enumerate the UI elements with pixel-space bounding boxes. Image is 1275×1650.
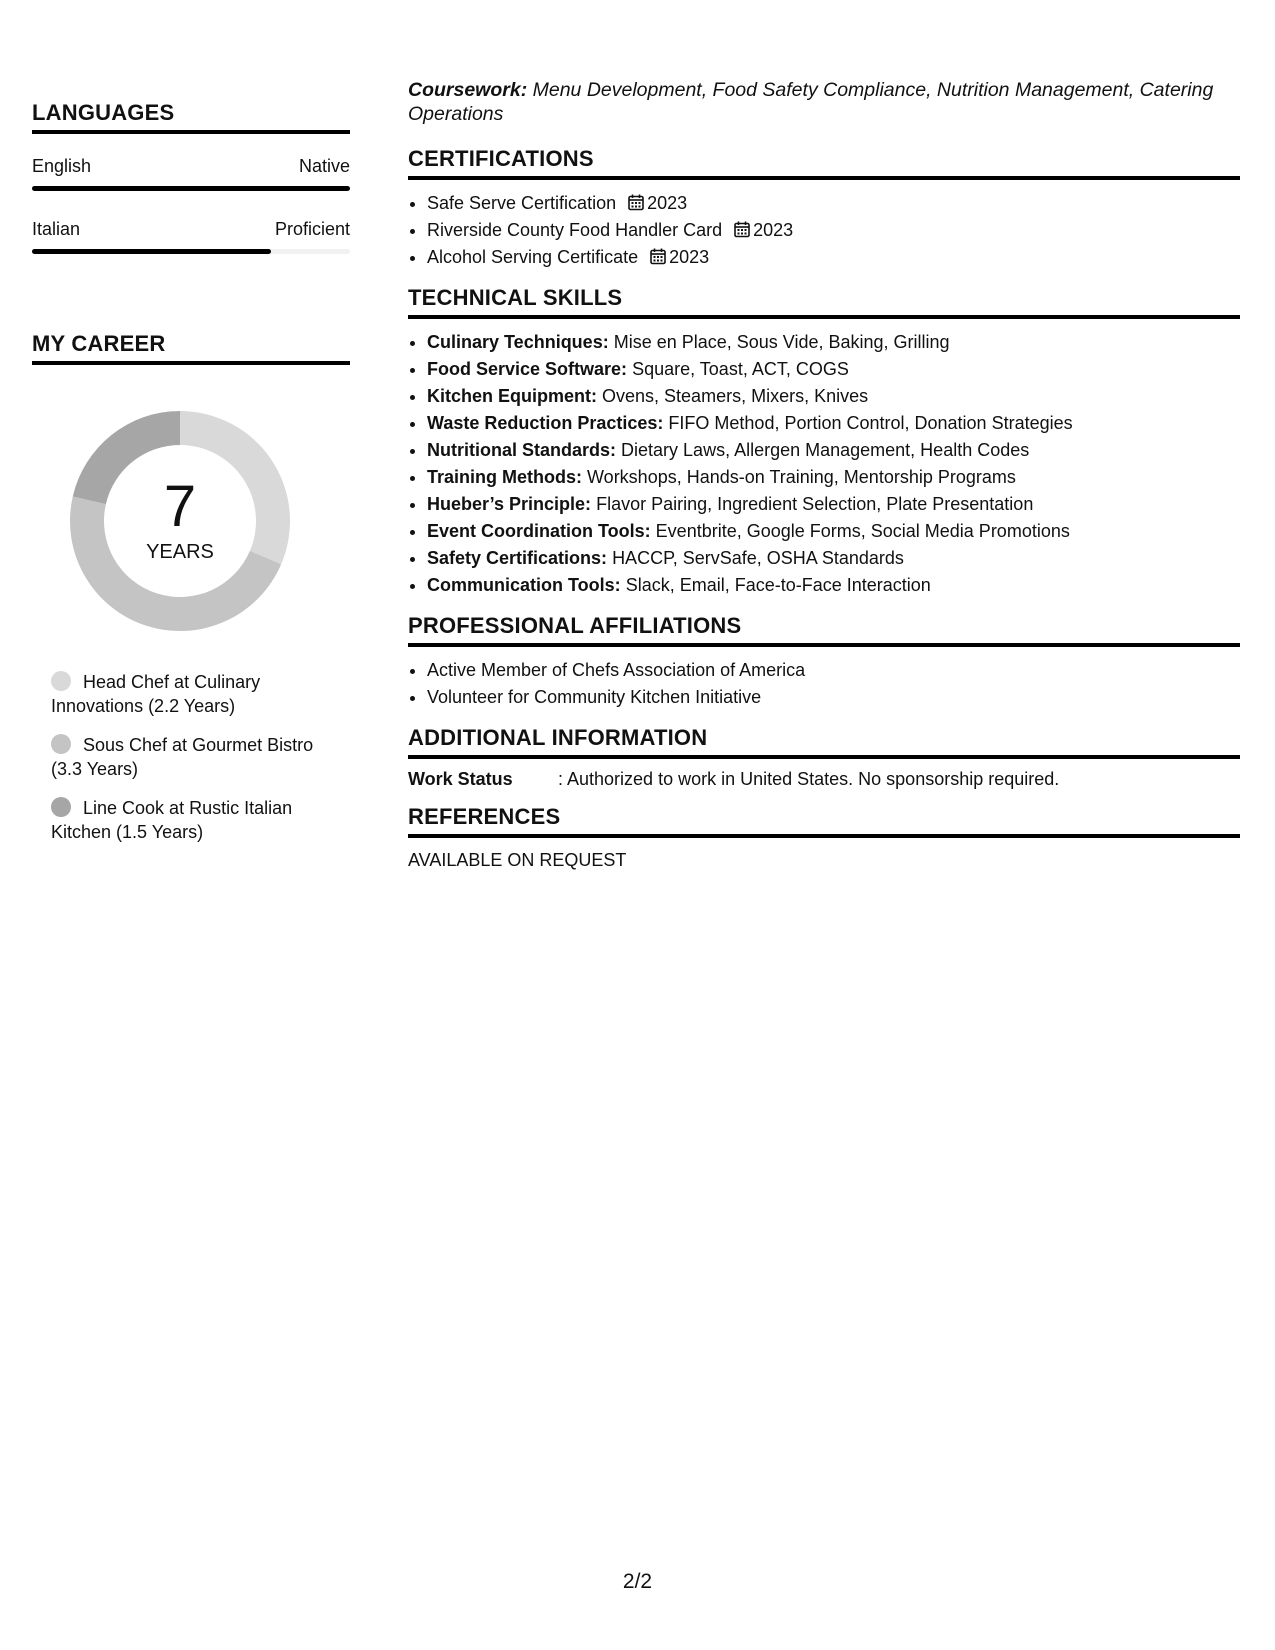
affiliation-item: • Volunteer for Community Kitchen Initiative — [427, 684, 1240, 711]
technical-skills-title: TECHNICAL SKILLS — [408, 285, 1240, 319]
skill-label: Culinary Techniques: — [427, 332, 609, 352]
certifications-list — [408, 190, 1240, 271]
career-donut-chart — [65, 406, 295, 636]
references-text: AVAILABLE ON REQUEST — [408, 850, 627, 870]
career-title: MY CAREER — [32, 331, 350, 365]
certification-item — [427, 190, 1240, 217]
additional-info-title: ADDITIONAL INFORMATION — [408, 725, 1240, 759]
skill-label: Hueber’s Principle: — [427, 494, 592, 514]
skill-item — [427, 410, 1240, 437]
skill-item — [427, 545, 1240, 572]
references-title: REFERENCES — [408, 804, 1240, 838]
skill-value: HACCP, ServSafe, OSHA Standards — [612, 548, 904, 568]
left-column — [32, 100, 350, 859]
skill-value: Workshops, Hands-on Training, Mentorship Programs — [587, 467, 1016, 487]
skill-item — [427, 329, 1240, 356]
skill-label: Nutritional Standards: — [427, 440, 617, 460]
language-proficiency-fill — [32, 186, 350, 191]
right-column — [408, 78, 1240, 885]
skill-value: Flavor Pairing, Ingredient Selection, Plate Presentation — [596, 494, 1034, 514]
legend-label: Head Chef at Culinary Innovations (2.2 Years) — [51, 672, 261, 716]
skill-item — [427, 383, 1240, 410]
skill-item — [427, 572, 1240, 599]
languages-title: LANGUAGES — [32, 100, 350, 134]
affiliation-item: • Active Member of Chefs Association of America — [427, 657, 1240, 684]
skill-value: FIFO Method, Portion Control, Donation Strategies — [668, 413, 1073, 433]
certifications-section — [408, 146, 1240, 271]
certification-year: 2023 — [669, 247, 710, 267]
work-status-row — [408, 769, 1240, 790]
certification-item — [427, 244, 1240, 271]
page-number: 2/2 — [622, 1570, 653, 1593]
certification-name: Riverside County Food Handler Card — [427, 220, 723, 240]
calendar-icon — [650, 248, 666, 265]
work-status-label: Work Status — [408, 769, 513, 789]
skill-value: Dietary Laws, Allergen Management, Health Codes — [621, 440, 1030, 460]
skill-item — [427, 356, 1240, 383]
career-total-unit: YEARS — [146, 541, 214, 563]
language-proficiency-bar — [32, 186, 350, 191]
language-level: Proficient — [274, 219, 350, 239]
skill-item — [427, 518, 1240, 545]
skill-value: Square, Toast, ACT, COGS — [632, 359, 849, 379]
calendar-icon — [734, 221, 750, 238]
language-level: Native — [298, 156, 350, 176]
legend-dot — [51, 671, 71, 691]
certification-year: 2023 — [647, 193, 688, 213]
language-name: Italian — [32, 219, 81, 239]
legend-dot — [51, 734, 71, 754]
certifications-title: CERTIFICATIONS — [408, 146, 1240, 180]
language-italian — [32, 219, 350, 254]
skill-value: Ovens, Steamers, Mixers, Knives — [602, 386, 869, 406]
certification-item — [427, 217, 1240, 244]
skill-label: Communication Tools: — [427, 575, 621, 595]
coursework-label: Coursework: — [408, 79, 528, 101]
certification-name: Safe Serve Certification — [427, 193, 617, 213]
skill-item — [427, 437, 1240, 464]
affiliations-list — [408, 657, 1240, 711]
language-proficiency-fill — [32, 249, 271, 254]
skill-item — [427, 464, 1240, 491]
certification-year: 2023 — [753, 220, 794, 240]
legend-item — [51, 670, 331, 718]
language-name: English — [32, 156, 92, 176]
legend-dot — [51, 797, 71, 817]
skill-label: Food Service Software: — [427, 359, 628, 379]
language-english — [32, 156, 350, 191]
skill-item — [427, 491, 1240, 518]
skill-label: Kitchen Equipment: — [427, 386, 597, 406]
technical-skills-section — [408, 285, 1240, 599]
technical-skills-list — [408, 329, 1240, 599]
coursework — [408, 78, 1240, 126]
work-status-value: : Authorized to work in United States. No sponsorship required. — [558, 769, 1060, 789]
legend-item — [51, 733, 331, 781]
skill-value: Mise en Place, Sous Vide, Baking, Grilling — [613, 332, 950, 352]
skill-label: Safety Certifications: — [427, 548, 608, 568]
career-legend — [51, 670, 331, 844]
skill-value: Eventbrite, Google Forms, Social Media Promotions — [655, 521, 1070, 541]
legend-item — [51, 796, 331, 844]
certification-name: Alcohol Serving Certificate — [427, 247, 639, 267]
language-proficiency-bar — [32, 249, 350, 254]
skill-value: Slack, Email, Face-to-Face Interaction — [625, 575, 931, 595]
skill-label: Event Coordination Tools: — [427, 521, 651, 541]
references-section — [408, 804, 1240, 871]
affiliations-title: PROFESSIONAL AFFILIATIONS — [408, 613, 1240, 647]
calendar-icon — [628, 194, 644, 211]
coursework-text: Menu Development, Food Safety Compliance, Nutrition Management, Catering Operations — [408, 79, 1214, 125]
additional-info-section — [408, 725, 1240, 790]
affiliations-section — [408, 613, 1240, 711]
career-total-years: 7 — [163, 474, 197, 539]
skill-label: Waste Reduction Practices: — [427, 413, 664, 433]
legend-label: Line Cook at Rustic Italian Kitchen (1.5 Years) — [51, 798, 293, 842]
legend-label: Sous Chef at Gourmet Bistro (3.3 Years) — [51, 735, 314, 779]
skill-label: Training Methods: — [427, 467, 582, 487]
